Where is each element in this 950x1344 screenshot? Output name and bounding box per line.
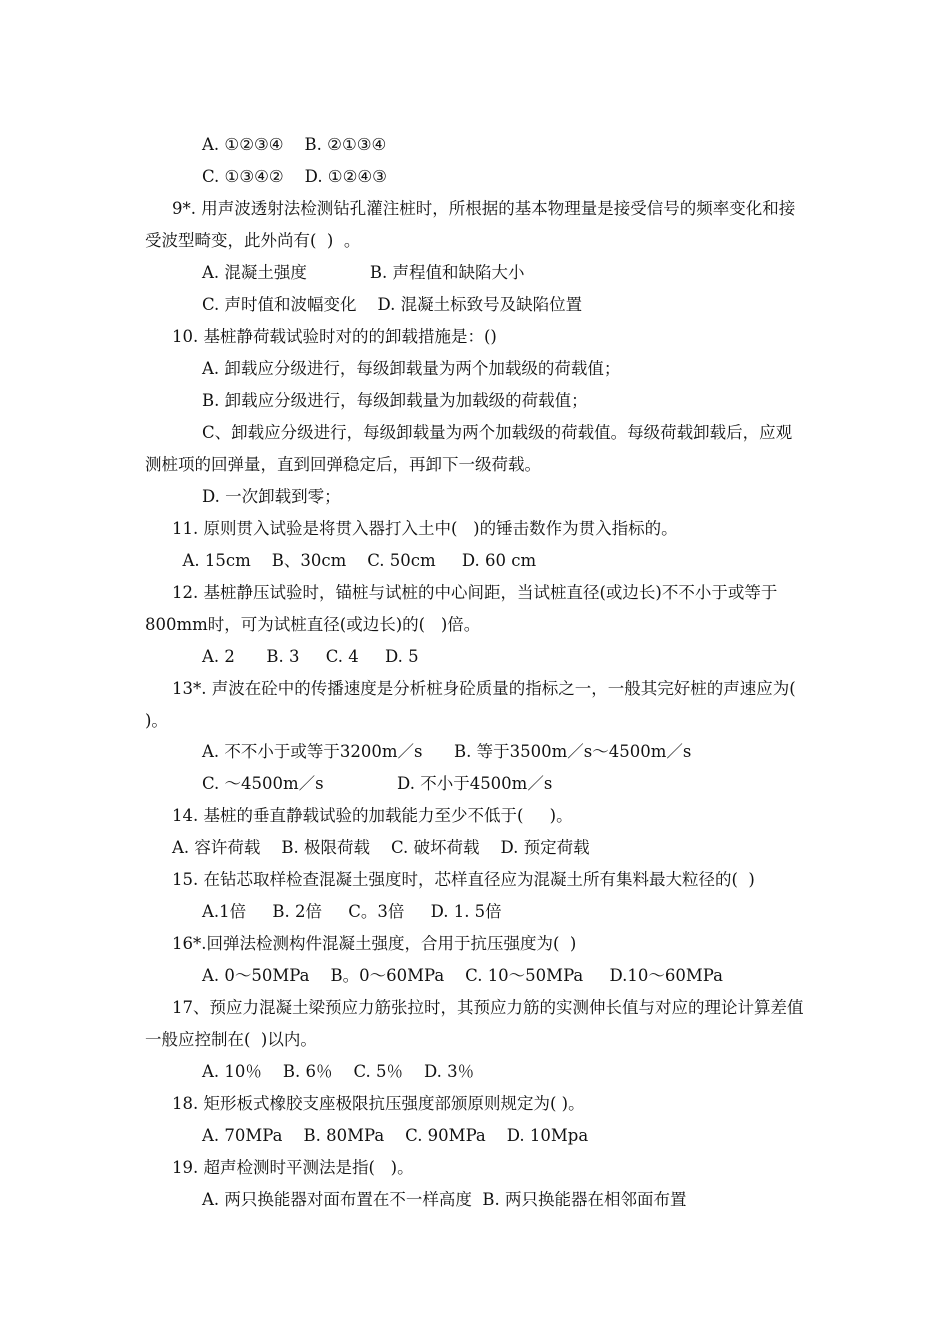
line-text: 12. 基桩静压试验时，锚桩与试桩的中心间距，当试桩直径(或边长)不不小于或等于 bbox=[172, 583, 778, 602]
line-text: A. 卸载应分级进行，每级卸载量为两个加载级的荷载值； bbox=[202, 359, 621, 378]
option-line bbox=[202, 390, 588, 412]
line-text: 14. 基桩的垂直静载试验的加载能力至少不低于( )。 bbox=[172, 806, 573, 825]
option-line bbox=[202, 358, 620, 380]
option-line bbox=[202, 134, 386, 156]
line-text: 17、预应力混凝土梁预应力筋张拉时，其预应力筋的实测伸长值与对应的理论计算差值 bbox=[172, 998, 804, 1017]
line-text: A. 容许荷载 B. 极限荷载 C. 破坏荷载 D. 预定荷载 bbox=[172, 838, 590, 857]
option-line bbox=[202, 1125, 588, 1147]
option-line bbox=[202, 294, 582, 316]
continuation-line bbox=[145, 454, 541, 476]
question-line bbox=[172, 869, 755, 891]
line-text: 测桩项的回弹量，直到回弹稳定后，再卸下一级荷载。 bbox=[145, 455, 541, 474]
continuation-line bbox=[145, 1029, 317, 1051]
continuation-line bbox=[145, 230, 360, 252]
question-line bbox=[172, 805, 573, 827]
question-line bbox=[172, 933, 576, 955]
line-text: C、卸载应分级进行，每级卸载量为两个加载级的荷载值。每级荷载卸载后，应观 bbox=[202, 423, 793, 442]
line-text: A.1倍 B. 2倍 C。3倍 D. 1. 5倍 bbox=[202, 902, 502, 921]
line-text: 11. 原则贯入试验是将贯入器打入土中( )的锤击数作为贯入指标的。 bbox=[172, 519, 678, 538]
question-line bbox=[172, 326, 497, 348]
option-line bbox=[202, 486, 341, 508]
option-line bbox=[202, 1061, 474, 1083]
line-text: A. ①②③④ B. ②①③④ bbox=[202, 135, 387, 154]
line-text: 一般应控制在( )以内。 bbox=[145, 1030, 317, 1049]
line-text: )。 bbox=[145, 711, 168, 730]
line-text: 800mm时，可为试桩直径(或边长)的( )倍。 bbox=[145, 615, 481, 634]
option-line bbox=[202, 166, 387, 188]
line-text: A. 两只换能器对面布置在不一样高度 B. 两只换能器在相邻面布置 bbox=[202, 1190, 687, 1209]
question-line bbox=[172, 678, 796, 700]
question-line bbox=[172, 198, 795, 220]
question-line bbox=[172, 997, 804, 1019]
question-line bbox=[172, 1157, 414, 1179]
line-text: A. 10％ B. 6％ C. 5％ D. 3％ bbox=[202, 1062, 475, 1081]
option-line bbox=[202, 422, 792, 444]
option-line bbox=[202, 646, 419, 668]
line-text: A. 0～50MPa B。0～60MPa C. 10～50MPa D.10～60MPa bbox=[202, 966, 723, 985]
line-text: A. 2 B. 3 C. 4 D. 5 bbox=[202, 647, 419, 666]
line-text: C. ①③④② D. ①②④③ bbox=[202, 167, 387, 186]
line-text: B. 卸载应分级进行，每级卸载量为加载级的荷载值； bbox=[202, 391, 588, 410]
line-text: 16*.回弹法检测构件混凝土强度，合用于抗压强度为( ) bbox=[172, 934, 577, 953]
line-text: A. 混凝土强度 B. 声程值和缺陷大小 bbox=[202, 263, 525, 282]
line-text: A. 70MPa B. 80MPa C. 90MPa D. 10Mpa bbox=[202, 1126, 589, 1145]
line-text: A. 15cm B、30cm C. 50cm D. 60 cm bbox=[172, 551, 537, 570]
option-line bbox=[172, 550, 536, 572]
line-text: A. 不不小于或等于3200m／s B. 等于3500m／s～4500m／s bbox=[202, 742, 692, 761]
line-text: 19. 超声检测时平测法是指( )。 bbox=[172, 1158, 414, 1177]
line-text: 13*. 声波在砼中的传播速度是分析桩身砼质量的指标之一，一般其完好桩的声速应为( bbox=[172, 679, 796, 698]
option-line bbox=[172, 837, 590, 859]
line-text: C. ～4500m／s D. 不小于4500m／s bbox=[202, 774, 553, 793]
line-text: 9*. 用声波透射法检测钻孔灌注桩时，所根据的基本物理量是接受信号的频率变化和接 bbox=[172, 199, 796, 218]
line-text: 18. 矩形板式橡胶支座极限抗压强度部颁原则规定为( )。 bbox=[172, 1094, 585, 1113]
option-line bbox=[202, 262, 524, 284]
line-text: C. 声时值和波幅变化 D. 混凝土标致号及缺陷位置 bbox=[202, 295, 583, 314]
option-line bbox=[202, 741, 691, 763]
option-line bbox=[202, 1189, 687, 1211]
option-line bbox=[202, 965, 723, 987]
line-text: 10. 基桩静荷载试验时对的的卸载措施是：() bbox=[172, 327, 497, 346]
continuation-line bbox=[145, 614, 480, 636]
continuation-line bbox=[145, 710, 168, 732]
line-text: 受波型畸变，此外尚有( ) 。 bbox=[145, 231, 361, 250]
question-line bbox=[172, 582, 777, 604]
option-line bbox=[202, 773, 552, 795]
line-text: 15. 在钻芯取样检查混凝土强度时，芯样直径应为混凝土所有集料最大粒径的( ) bbox=[172, 870, 755, 889]
line-text: D. 一次卸载到零； bbox=[202, 487, 341, 506]
option-line bbox=[202, 901, 502, 923]
question-line bbox=[172, 1093, 585, 1115]
question-line bbox=[172, 518, 678, 540]
